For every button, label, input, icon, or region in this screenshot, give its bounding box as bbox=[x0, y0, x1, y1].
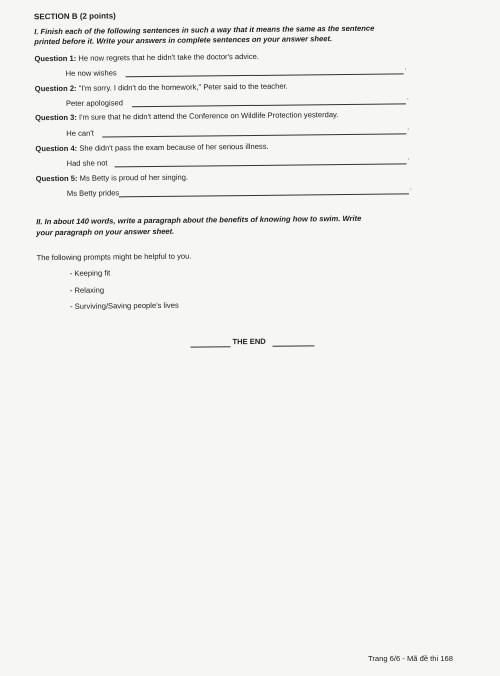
period-mark: . bbox=[407, 154, 410, 162]
answer-line bbox=[102, 133, 406, 137]
answer-line bbox=[126, 73, 404, 77]
period-mark: . bbox=[406, 94, 409, 102]
prompt-item: - Surviving/Saving people's lives bbox=[70, 300, 179, 311]
period-mark: . bbox=[407, 124, 410, 132]
part2-instruction-line1: II. In about 140 words, write a paragraph about the benefits of knowing how to swim. Write bbox=[36, 213, 362, 227]
question-label: Question 1: bbox=[34, 53, 77, 64]
question-label: Question 5: bbox=[35, 173, 78, 184]
answer-starter: Ms Betty prides bbox=[66, 188, 120, 198]
prompt-item: - Relaxing bbox=[69, 285, 105, 295]
answer-starter: He can't bbox=[66, 128, 94, 138]
question-prompt: I'm sure that he didn't attend the Conference on Wildlife Protection yesterday. bbox=[78, 110, 339, 122]
answer-line bbox=[132, 103, 406, 107]
question-label: Question 3: bbox=[35, 112, 77, 123]
part1-instruction-line2: printed before it. Write your answers in complete sentences on your answer sheet. bbox=[34, 34, 333, 47]
question-3 bbox=[35, 110, 338, 123]
question-1 bbox=[34, 52, 259, 64]
question-2 bbox=[35, 82, 288, 95]
end-line-right bbox=[272, 345, 314, 346]
answer-starter: Peter apologised bbox=[65, 98, 123, 108]
question-label: Question 2: bbox=[34, 83, 77, 94]
section-title: SECTION B (2 points) bbox=[33, 11, 116, 22]
question-prompt: She didn't pass the exam because of her serious illness. bbox=[79, 141, 269, 153]
period-mark: . bbox=[409, 184, 412, 192]
question-prompt: He now regrets that he didn't take the doctor's advice. bbox=[78, 51, 260, 63]
prompts-intro: The following prompts might be helpful to you. bbox=[36, 251, 192, 263]
answer-line bbox=[115, 163, 407, 167]
part2-instruction-line2: your paragraph on your answer sheet. bbox=[36, 226, 175, 238]
the-end: THE END bbox=[232, 336, 266, 347]
question-prompt: Ms Betty is proud of her singing. bbox=[79, 172, 189, 183]
page-footer: Trang 6/6 - Mã đề thi 168 bbox=[368, 654, 453, 663]
prompt-item: - Keeping fit bbox=[69, 268, 111, 278]
answer-starter: He now wishes bbox=[65, 68, 117, 78]
answer-line bbox=[119, 193, 409, 197]
question-5 bbox=[36, 173, 188, 185]
part1-instruction-line1: I. Finish each of the following sentences in such a way that it means the same as the sentence bbox=[34, 23, 375, 37]
answer-starter: Had she not bbox=[66, 158, 108, 168]
question-4 bbox=[35, 142, 268, 154]
question-label: Question 4: bbox=[35, 143, 78, 154]
end-line-left bbox=[190, 346, 230, 347]
question-prompt: "I'm sorry. I didn't do the homework," Peter said to the teacher. bbox=[78, 81, 288, 93]
period-mark: . bbox=[404, 64, 407, 72]
